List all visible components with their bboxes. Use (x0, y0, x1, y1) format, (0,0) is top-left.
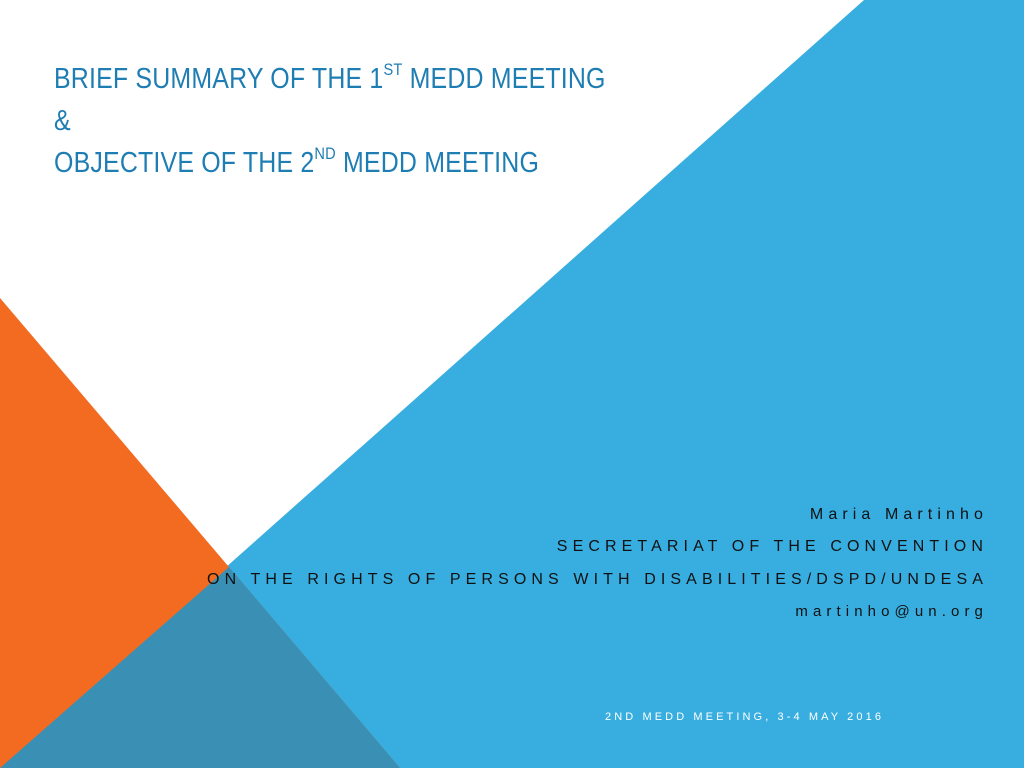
title-line-1-superscript: ST (383, 60, 403, 80)
organization-line-1: SECRETARIAT OF THE CONVENTION (556, 538, 988, 555)
slide-title (54, 58, 673, 184)
title-line-3-prefix: OBJECTIVE OF THE 2 (54, 147, 315, 179)
title-line-1-prefix: BRIEF SUMMARY OF THE 1 (54, 63, 384, 95)
title-line-1-suffix: MEDD MEETING (402, 63, 606, 95)
title-line-2: & (54, 105, 71, 137)
slide-footer: 2ND MEDD MEETING, 3-4 MAY 2016 (605, 711, 885, 723)
title-line-3-superscript: ND (314, 144, 336, 164)
organization-line-2: ON THE RIGHTS OF PERSONS WITH DISABILITIES/DSPD/UNDESA (207, 571, 988, 588)
presenter-name: Maria Martinho (809, 506, 988, 523)
title-line-1 (54, 58, 673, 100)
title-line-3-suffix: MEDD MEETING (335, 147, 540, 179)
presenter-email: martinho@un.org (795, 603, 988, 620)
title-line-3 (54, 142, 673, 184)
